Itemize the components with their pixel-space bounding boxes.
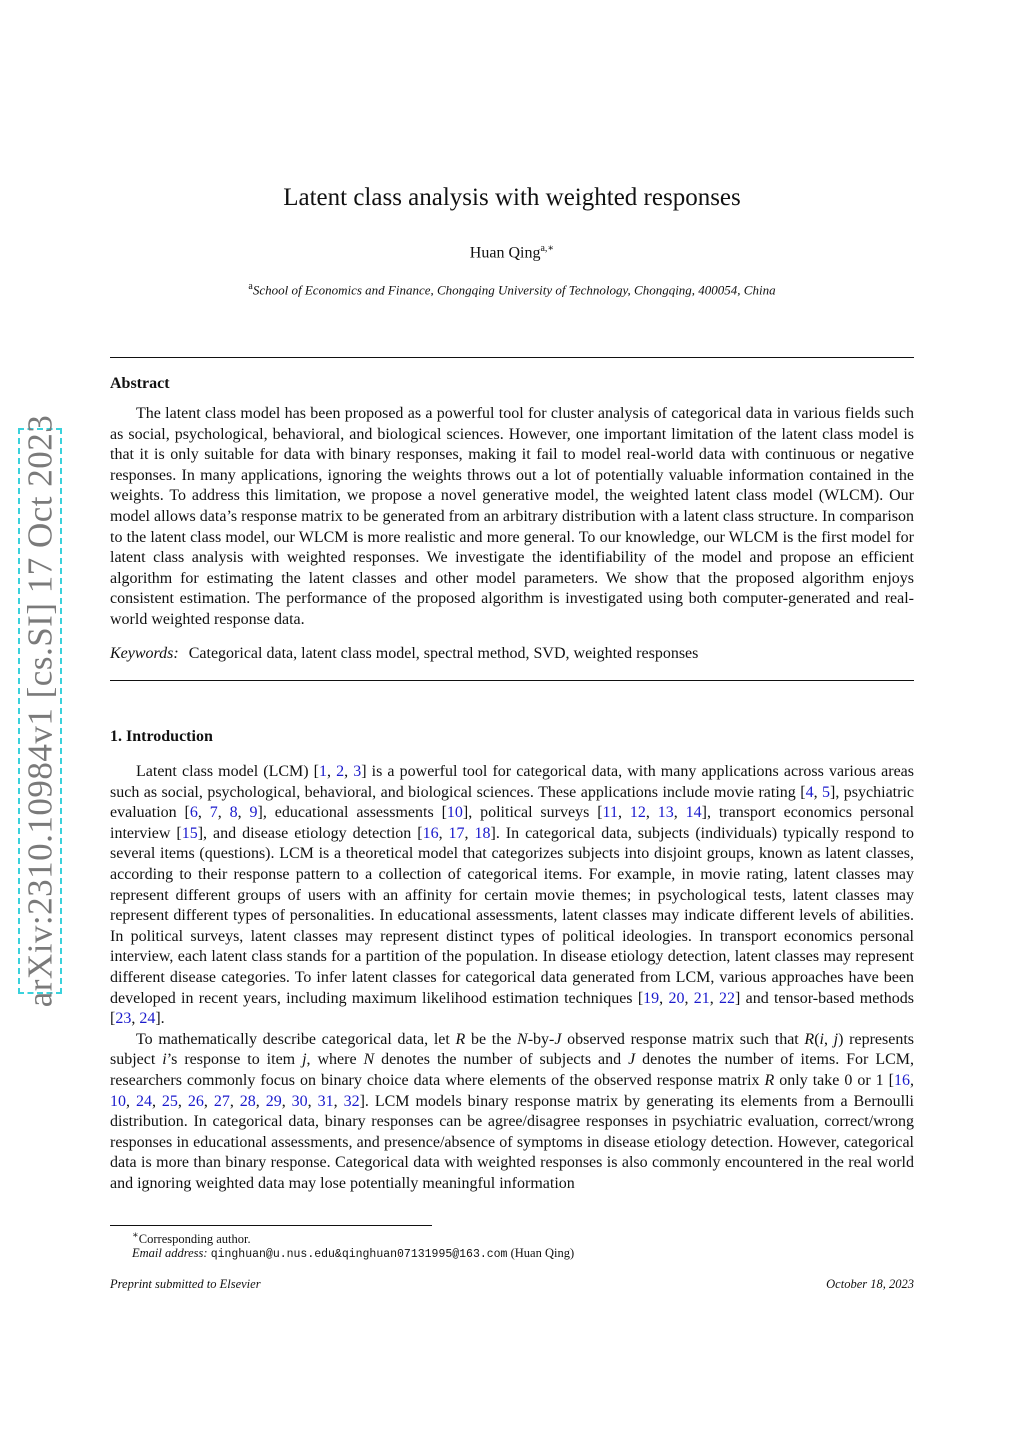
affiliation [0, 281, 1024, 298]
citation-link[interactable]: 21 [693, 989, 710, 1007]
citation-link[interactable]: 7 [209, 804, 218, 822]
footnote-email [132, 1246, 574, 1261]
citation-link[interactable]: 16 [894, 1071, 911, 1089]
author-marks: a,∗ [540, 243, 555, 254]
intro-paragraph-2: To mathematically describe categorical data, let R be the N-by-J observed response matrix such that R(i, j) represents subject i’s response to item j, where N denotes the number of subjects and J denotes the number of items. For LCM, researchers commonly focus on binary choice data where elements of the observed response matrix R only take 0 or 1 [16, 10, 24, 25, 26, 27, 28, 29, 30, 31, 32]. LCM models binary response matrix by generating its elements from a Bernoulli distribution. In categorical data, binary responses can be agree/disagree responses in psychiatric evaluation, correct/wrong responses in educational assessments, and presence/absence of symptoms in disease etiology detection. However, categorical data is more than binary response. Categorical data with weighted responses is also commonly encountered in the real world and ignoring weighted data may lose potentially meaningful information [110, 1030, 915, 1192]
math-symbol: J [628, 1051, 636, 1069]
citation-link[interactable]: 18 [474, 824, 491, 842]
keywords-label: Keywords: [110, 645, 179, 662]
citation-link[interactable]: 17 [448, 824, 465, 842]
citation-link[interactable]: 31 [317, 1092, 334, 1110]
citation-link[interactable]: 11 [602, 804, 618, 822]
citation-link[interactable]: 27 [213, 1092, 230, 1110]
citation-link[interactable]: 23 [115, 1010, 132, 1028]
math-symbol: i [819, 1030, 824, 1048]
citation-link[interactable]: 8 [229, 804, 238, 822]
corresponding-mark: ∗ [132, 1230, 139, 1241]
citation-link[interactable]: 16 [422, 824, 439, 842]
citation-link[interactable]: 15 [181, 824, 198, 842]
keywords-line [110, 645, 914, 663]
top-divider [110, 357, 914, 358]
citation-link[interactable]: 28 [239, 1092, 256, 1110]
footer-submission: Preprint submitted to Elsevier [110, 1277, 261, 1291]
footer-date: October 18, 2023 [826, 1277, 914, 1291]
citation-link[interactable]: 10 [110, 1092, 126, 1110]
math-symbol: N [517, 1030, 528, 1048]
corresponding-text: Corresponding author. [138, 1232, 251, 1247]
citation-link[interactable]: 10 [446, 804, 463, 822]
citation-link[interactable]: 3 [353, 763, 362, 780]
introduction-body [110, 762, 914, 1194]
arxiv-side-stamp [18, 414, 62, 1008]
citation-link[interactable]: 32 [343, 1092, 360, 1110]
footnote-corresponding [132, 1230, 251, 1247]
math-symbol: j [833, 1030, 839, 1048]
citation-link[interactable]: 4 [805, 783, 814, 801]
citation-link[interactable]: 2 [336, 763, 345, 780]
citation-link[interactable]: 29 [265, 1092, 282, 1110]
math-symbol: J [554, 1030, 562, 1048]
citation-link[interactable]: 26 [187, 1092, 204, 1110]
citation-link[interactable]: 30 [291, 1092, 308, 1110]
citation-link[interactable]: 12 [629, 804, 646, 822]
math-symbol: R [804, 1030, 815, 1048]
bottom-divider [110, 680, 914, 681]
paper-title: Latent class analysis with weighted responses [283, 184, 741, 211]
author-line [0, 243, 1024, 262]
email-owner: (Huan Qing) [510, 1246, 575, 1260]
math-symbol: i [162, 1051, 167, 1069]
intro-paragraph-1: Latent class model (LCM) [1, 2, 3] is a powerful tool for categorical data, with many applications across various areas such as social, psychological, behavioral, and biological sciences. These applications include movie rating [4, 5], psychiatric evaluation [6, 7, 8, 9], educational assessments [10], political surveys [11, 12, 13, 14], transport economics personal interview [15], and disease etiology detection [16, 17, 18]. In categorical data, subjects (individuals) typically respond to several items (questions). LCM is a theoretical model that categorizes subjects into disjoint groups, known as latent classes, according to their response pattern to a collection of categorical items. For example, in movie rating, latent classes may represent different groups of users with an affinity for certain movie themes; in psychological tests, latent classes may represent different types of personalities. In educational assessments, latent classes may indicate different levels of abilities. In political surveys, latent classes may represent distinct types of political ideologies. In transport economics personal interview, each latent class stands for a partition of the population. In disease etiology detection, latent classes may represent different disease categories. To infer latent classes for categorical data generated from LCM, various approaches have been developed in recent years, including maximum likelihood estimation techniques [19, 20, 21, 22] and tensor-based methods [23, 24]. [110, 763, 915, 1028]
footnote-divider [110, 1225, 432, 1226]
citation-link[interactable]: 1 [319, 763, 328, 780]
citation-link[interactable]: 24 [135, 1092, 152, 1110]
citation-link[interactable]: 20 [668, 989, 685, 1007]
citation-link[interactable]: 9 [249, 804, 258, 822]
math-symbol: R [455, 1030, 466, 1048]
citation-link[interactable]: 5 [822, 783, 831, 801]
affiliation-mark: a [248, 281, 253, 292]
citation-link[interactable]: 13 [657, 804, 674, 822]
citation-link[interactable]: 24 [139, 1010, 156, 1028]
citation-link[interactable]: 22 [719, 989, 735, 1007]
citation-link[interactable]: 19 [643, 989, 660, 1007]
email-address[interactable]: qinghuan@u.nus.edu&qinghuan07131995@163.com [210, 1248, 508, 1261]
math-symbol: R [764, 1071, 775, 1089]
affiliation-text: School of Economics and Finance, Chongqing University of Technology, Chongqing, 400054, China [252, 282, 776, 298]
section-heading-introduction: 1. Introduction [110, 728, 213, 745]
keywords-list: Categorical data, latent class model, spectral method, SVD, weighted responses [188, 645, 699, 662]
math-symbol: N [363, 1051, 375, 1069]
abstract-text: The latent class model has been proposed as a powerful tool for cluster analysis of categorical data in various fields such as social, psychological, behavioral, and biological sciences. However, one important limitation of the latent class model is that it is only suitable for data with binary responses, making it fail to model real-world data with continuous or negative responses. In many applications, ignoring the weights throws out a lot of potentially valuable information contained in the weights. To address this limitation, we propose a novel generative model, the weighted latent class model (WLCM). Our model allows data’s response matrix to be generated from an arbitrary distribution with a latent class structure. In comparison to the latent class model, our WLCM is more realistic and more general. To our knowledge, our WLCM is the first model for latent class analysis with weighted responses. We investigate the identifiability of the model and propose an efficient algorithm for estimating the latent classes and other model parameters. We show that the proposed algorithm enjoys consistent estimation. The performance of the proposed algorithm is investigated using both computer-generated and real-world weighted response data. [110, 405, 914, 628]
abstract-body [110, 404, 914, 631]
author-name: Huan Qing [469, 244, 541, 262]
arxiv-identifier: arXiv:2310.10984v1 [cs.SI] 17 Oct 2023 [20, 414, 60, 1008]
citation-link[interactable]: 25 [161, 1092, 178, 1110]
citation-link[interactable]: 14 [685, 804, 702, 822]
citation-link[interactable]: 6 [189, 804, 198, 822]
math-symbol: j [302, 1051, 307, 1069]
abstract-heading: Abstract [110, 375, 170, 392]
email-label: Email address: [132, 1246, 208, 1260]
